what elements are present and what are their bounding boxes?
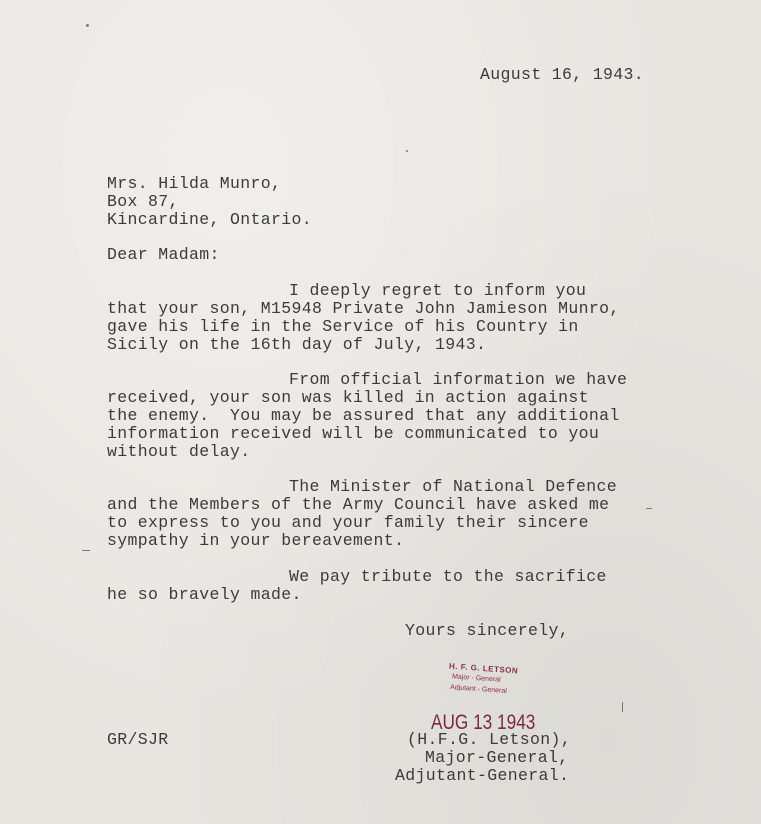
paper-speck xyxy=(82,550,90,551)
paragraph-line: he so bravely made. xyxy=(107,585,302,604)
closing: Yours sincerely, xyxy=(405,621,570,640)
salutation: Dear Madam: xyxy=(107,245,220,264)
signature-stamp-rank: Major - General xyxy=(451,673,501,684)
recipient-name: Mrs. Hilda Munro, xyxy=(107,174,282,193)
paper-speck xyxy=(622,702,623,712)
paragraph-line: without delay. xyxy=(107,442,251,461)
paragraph-line: and the Members of the Army Council have asked me xyxy=(107,495,610,514)
received-date-stamp: AUG 13 1943 xyxy=(431,711,536,734)
paper-speck xyxy=(646,508,652,509)
letter-date: August 16, 1943. xyxy=(480,65,645,84)
paragraph-line: received, your son was killed in action against xyxy=(107,388,589,407)
paragraph-line: information received will be communicated to you xyxy=(107,424,600,443)
paragraph-line: I deeply regret to inform you xyxy=(289,281,587,300)
signature-rank: Major-General, xyxy=(425,748,569,767)
paragraph-line: the enemy. You may be assured that any additional xyxy=(107,406,620,425)
paper-speck xyxy=(86,24,89,27)
paragraph-line: to express to you and your family their sincere xyxy=(107,513,589,532)
paragraph-line: From official information we have xyxy=(289,370,628,389)
paragraph-line: The Minister of National Defence xyxy=(289,477,618,496)
signature-stamp-name: H. F. G. LETSON xyxy=(448,661,519,676)
signature-name: (H.F.G. Letson), xyxy=(407,730,572,749)
paper-speck xyxy=(406,150,408,152)
recipient-box: Box 87, xyxy=(107,192,179,211)
recipient-city: Kincardine, Ontario. xyxy=(107,210,313,229)
paragraph-line: We pay tribute to the sacrifice xyxy=(289,567,607,586)
paragraph-line: that your son, M15948 Private John Jamieson Munro, xyxy=(107,299,620,318)
signature-title: Adjutant-General. xyxy=(395,766,570,785)
paragraph-line: sympathy in your bereavement. xyxy=(107,531,405,550)
paragraph-line: gave his life in the Service of his Country in xyxy=(107,317,579,336)
reference-initials: GR/SJR xyxy=(107,730,169,749)
signature-stamp-title: Adjutant - General xyxy=(449,684,507,695)
paragraph-line: Sicily on the 16th day of July, 1943. xyxy=(107,335,487,354)
